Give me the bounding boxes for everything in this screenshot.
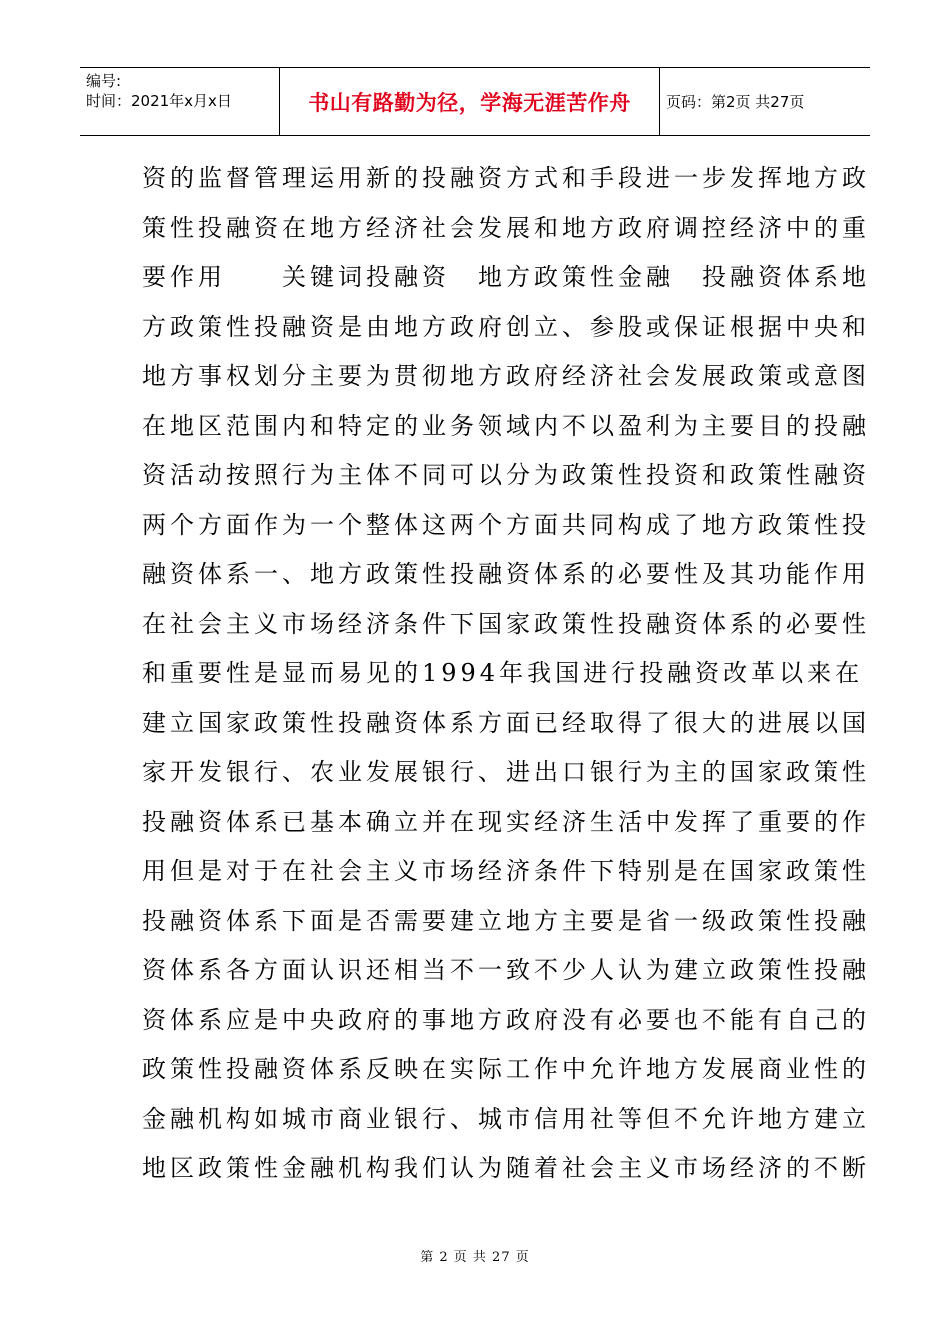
body-line: 家开发银行、农业发展银行、进出口银行为主的国家政策性 bbox=[142, 758, 870, 786]
body-line: 建立国家政策性投融资体系方面已经取得了很大的进展以国 bbox=[142, 708, 870, 737]
page-header bbox=[80, 67, 870, 136]
body-line: 地方事权划分主要为贯彻地方政府经济社会发展政策或意图 bbox=[142, 362, 870, 390]
body-line: 资体系应是中央政府的事地方政府没有必要也不能有自己的 bbox=[142, 1005, 870, 1034]
body-line: 资的监督管理运用新的投融资方式和手段进一步发挥地方政 bbox=[142, 164, 870, 192]
body-line: 用但是对于在社会主义市场经济条件下特别是在国家政策性 bbox=[142, 857, 870, 885]
body-line: 两个方面作为一个整体这两个方面共同构成了地方政策性投 bbox=[142, 510, 870, 539]
body-line: 策性投融资在地方经济社会发展和地方政府调控经济中的重 bbox=[142, 213, 870, 242]
body-line: 资体系各方面认识还相当不一致不少人认为建立政策性投融 bbox=[142, 956, 870, 984]
page-footer: 第 2 页 共 27 页 bbox=[420, 1250, 530, 1265]
body-line: 融资体系一、地方政策性投融资体系的必要性及其功能作用 bbox=[142, 560, 870, 588]
body-line: 投融资体系已基本确立并在现实经济生活中发挥了重要的作 bbox=[142, 807, 870, 836]
document-body bbox=[142, 154, 870, 1194]
date-label: 时间：2021年x月x日 bbox=[86, 92, 232, 110]
serial-number-label: 编号: bbox=[86, 72, 122, 90]
body-line: 地区政策性金融机构我们认为随着社会主义市场经济的不断 bbox=[142, 1154, 870, 1182]
header-motto: 书山有路勤为径，学海无涯苦作舟 bbox=[280, 68, 660, 135]
body-line: 和重要性是显而易见的1994年我国进行投融资改革以来在 bbox=[142, 659, 864, 687]
body-line: 资活动按照行为主体不同可以分为政策性投资和政策性融资 bbox=[142, 461, 870, 489]
body-line: 在地区范围内和特定的业务领域内不以盈利为主要目的投融 bbox=[142, 411, 870, 440]
header-meta bbox=[80, 68, 280, 135]
body-line: 方政策性投融资是由地方政府创立、参股或保证根据中央和 bbox=[142, 312, 870, 341]
header-page-info: 页码：第2页 共27页 bbox=[666, 93, 805, 111]
body-line: 金融机构如城市商业银行、城市信用社等但不允许地方建立 bbox=[142, 1104, 870, 1133]
body-line: 要作用 关键词投融资 地方政策性金融 投融资体系地 bbox=[142, 263, 870, 291]
body-line: 投融资体系下面是否需要建立地方主要是省一级政策性投融 bbox=[142, 906, 870, 935]
body-line: 在社会主义市场经济条件下国家政策性投融资体系的必要性 bbox=[142, 609, 870, 638]
body-line: 政策性投融资体系反映在实际工作中允许地方发展商业性的 bbox=[142, 1055, 870, 1083]
